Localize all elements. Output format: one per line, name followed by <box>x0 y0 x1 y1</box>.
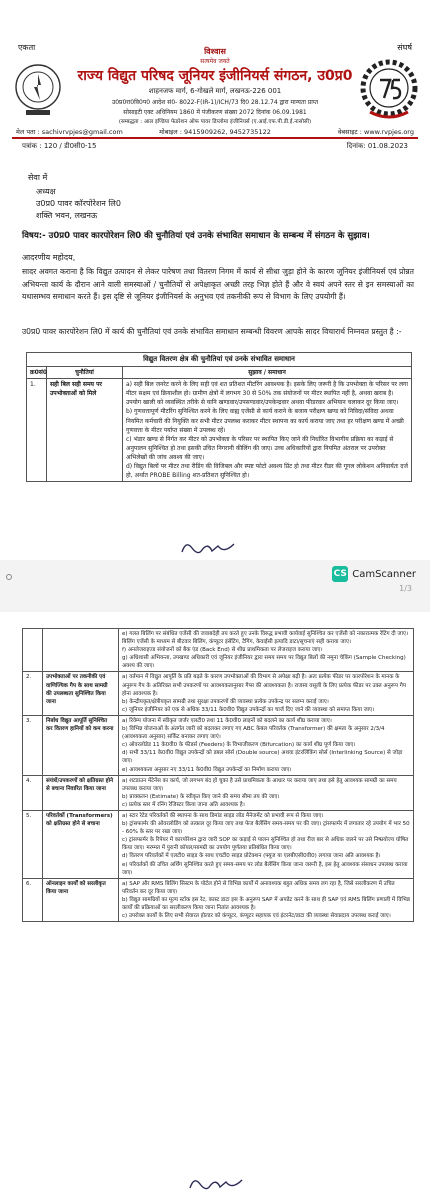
solution-point: d) वितरण परिवर्तकों में एलटी0 साइड के साथ एचटी0 साइड प्रोटेक्शन (फ्यूज या एलबीएसी0वी0) लगाया जाना अति आवश्यक है। <box>122 853 381 860</box>
solution-point: d) सभी 33/11 के0वी0 विद्युत उपकेन्द्रों को डबल सोर्स (Double source) अथवा इंटरलिंकिंग सोर्स (Interlinking Source) से जोड़ा जाए। <box>122 750 403 765</box>
solution-point: c) ओवरलोडेड 11 के0वी0 के फीडर्स (Feeders) के विभाजीकरण (Bifurcation) का कार्य शीघ्र पूर्ण किया जाए। <box>122 742 356 749</box>
page-dot-icon <box>6 574 12 580</box>
solution-point: e) परिवर्तकों की उचित अर्थिंग सुनिश्चित करते हुए समय-समय पर लोड बैलेंसिंग किया जाना जरूरी है, इस हेतु आवश्यक संसाधन उपलब्ध कराया जाए। <box>122 861 408 876</box>
camscanner-icon: CS <box>332 566 348 582</box>
recipient-line: सेवा में <box>28 173 48 182</box>
address-line-4: (सम्बद्धता : आल इण्डिया फेडरेशन ऑफ पावर डिप्लोमा इंजीनियर्स (ए.आई.एफ.पी.डी.ई.नासोसी) <box>118 119 312 125</box>
solution-point: c) ट्रांसफार्मर के रिपेयर में कारपोरेशन द्वारा जारी SOP का कड़ाई से पालन सुनिश्चित हो तथा रीज बार से अधिक जलने पर उसे निष्प्रयोज्य घोषित किया जाए। मरम्मत में पुरानी कॉयल/सामग्री का उपयोग पूर्णतया प्रतिबंधित किया जाए। <box>122 837 409 852</box>
website-address: वेबसाइट : www.rvpjes.org <box>337 128 414 136</box>
row-solutions <box>119 775 414 810</box>
address-line-1: शाहनजफ मार्ग, 6-गोखले मार्ग, लखनऊ-226 001 <box>148 87 282 95</box>
solution-point: a) SAP और RMS बिलिंग सिस्टम के पोर्टल होने से विभिन्न कार्यों में अनावश्यक बहुत अधिक समय लग रहा है, जिसे सरलीकरण में उचित परिवर्तन कर दूर किया जाए। <box>122 880 395 895</box>
solution-point: f) अनलेजराइज्ड संयोजनों को बैक एंड (Back End) से शीघ्र प्राथमिकता पर लेजराइज कराया जाए। <box>122 647 323 654</box>
column-header-solution: सुझाव / समाधान <box>123 367 412 379</box>
row-sno: 1. <box>27 379 47 482</box>
row-challenge: उपभोक्ताओं पर तकनीकी एवं वाणिज्यिक गैप के साथ सामग्री की उपलब्धता सुनिश्चित किया जाना <box>43 672 119 715</box>
anniversary-75-emblem-icon <box>360 58 418 122</box>
page-number: 1/3 <box>399 584 412 593</box>
solution-point: c) प्रत्येक स्तर में रनिंग रेजिस्टर किया जाना अति आवश्यक है। <box>122 801 245 808</box>
salutation: आदरणीय महोदय, <box>22 253 76 262</box>
body-paragraph-2: उ0प्र0 पावर कारपोरेशन लि0 में कार्य की चुनौतियां एवं उनके संभावित समाधान सम्बन्धी विवरण आपके सादर विचारार्थ निम्नवत प्रस्तुत है :- <box>22 327 402 336</box>
letter-date: दिनांक: 01.08.2023 <box>346 142 408 150</box>
signature-2 <box>186 1174 246 1194</box>
row-challenge: सही बिल सही समय पर उपभोक्ताओं को मिले <box>47 379 123 482</box>
row-solutions <box>123 379 412 482</box>
scanner-watermark <box>332 566 416 582</box>
organization-name: राज्य विद्युत परिषद जूनियर इंजीनियर्स संगठन, उ0प्र0 <box>77 68 353 84</box>
row-solutions <box>119 629 414 672</box>
column-header-challenge: चुनौतियां <box>47 367 123 379</box>
table-row <box>23 878 414 921</box>
solution-point: e) गलत बिलिंग पर संबंधित एजेंसी की जवाबदेही तय करते हुए उनके विरुद्ध प्रभावी कार्यवाई सुनिश्चित कर एजेंसी को नकारात्मक रेटिंग दी जाए। बिलिंग एजेंसी के माध्यम से बीटवार बिलिंग, कंप्यूटर इंसेंटिंग, टैगिंग, केवाईसी इत्यादि डाटा/सूचनाएं सही कराया जाए। <box>122 631 409 646</box>
solution-point: g) अधिशासी अभियन्ता, उपखण्ड अधिकारी एवं जूनियर इंजीनियर द्वारा समय समय पर विद्युत बिलों की नमूना चेकिंग (Sample Checking) अवश्य की जाए। <box>122 655 406 670</box>
header-top-left: एकता <box>18 43 36 52</box>
challenges-table <box>26 352 412 482</box>
row-solutions <box>119 715 414 775</box>
row-challenge: निर्बाध विद्युत आपूर्ति सुनिश्चित कर वितरण हानियों को कम करना <box>43 715 119 775</box>
recipient-title: अध्यक्ष <box>36 187 56 196</box>
column-header-sno: क्र0सं0 <box>27 367 47 379</box>
header-top-right: संघर्ष <box>397 43 412 52</box>
row-sno: 5. <box>23 810 43 878</box>
reference-number: पत्रांक : 120 / डी0सी0-15 <box>22 142 97 150</box>
body-paragraph-1: सादर अवगत कराना है कि विद्युत उत्पादन से लेकर पारेषण तथा वितरण निगम में कार्य से सीधा जुड़ा होने के कारण जूनियर इंजीनियर्स एवं प्रोन्नत अभियन्ता कार्य के दौरान आने वाली समस्याओं / चुनौतियों से अपेक्षाकृत अच्छी तरह भिज्ञ होते हैं और वे स्वयं अपने स्तर से इन समस्याओं का यथासम्भव समाधान करते हैं। इस दृष्टि से जूनियर इंजीनियर्स के अनुभव एवं तकनीकी रूप से विभाग के लिए उपयोगी हैं। <box>22 267 414 302</box>
header-divider <box>12 137 418 139</box>
mobile-numbers: मोबाइल : 9415909262, 9452735122 <box>159 128 271 136</box>
solution-point: c) भंडार खण्ड से निर्गत कर मीटर को उपभोक्ता के परिसर पर स्थापित किए जाने की निर्धारित विभागीय प्रक्रिया का कड़ाई से अनुपालन सुनिश्चित हो तथा इसकी उचित निगरानी कीलिंग की जाए। उच्च अधिकारियों द्वारा नियमित अंतराल पर उपरोक्त अभिलेखों की जांच अवश्य की जाए। <box>126 435 394 461</box>
solution-point: b) प्राक्कलन (Estimate) के स्वीकृत किए जाने की समय सीमा तय की जाए। <box>122 793 280 800</box>
page-separator <box>0 560 430 612</box>
row-solutions <box>119 672 414 715</box>
solution-point: a) वर्तमान में विद्युत आपूर्ति के प्रति बढ़ते के कारण उपभोक्ताओं की विभाग से अपेक्षा बढ़ी है। अतः प्रत्येक फीडर पर कारपोरेशन के मानक के अनुरूप गैप के अतिरिक्त सभी उपकरणों पर आवश्यकतानुसार गैप्स की आवश्यकता है। राजस्व वसूली के लिए प्रत्येक फीडर पर उक्त अनुरूप गैप होना आवश्यक है। <box>122 674 406 697</box>
document-page-2 <box>0 612 430 1200</box>
table-row <box>23 810 414 878</box>
solution-point: a) रिवेम्प योजना में स्वीकृत जर्जर एलटी0 तथा 11 के0वी0 लाइनों को बदलने का कार्य शीघ्र कराया जाए। <box>122 717 332 724</box>
solution-point: b) विभिन्न योजनाओं के अंतर्गत जारी को बदलकर लगाए गए ABC केबल परिवर्तक (Transformer) की क्षमता के अनुसार 2/3/4 (आवश्यकता अनुसार) सर्किट बनाकर लगाए जाएं। <box>122 726 385 741</box>
header-motto-sub: सत्यमेव जयते <box>200 58 230 65</box>
solution-point: e) आवश्यकता अनुसार नए 33/11 के0वी0 विद्युत उपकेन्द्रों का निर्माण कराया जाए। <box>122 766 292 773</box>
row-solutions <box>119 878 414 921</box>
solution-point: c) जूनियर इंजीनियर को एक से अधिक 33/11 के0वी0 विद्युत उपकेन्द्रों का चार्ज दिए जाने की व्यवस्था को समाप्त किया जाए। <box>122 706 375 713</box>
recipient-org: उ0प्र0 पावर कॉरपोरेशन लि0 <box>36 199 121 208</box>
solution-point: b) केन्द्रीयकृत/क्षेत्रीयकृत सामग्री तथा सुरक्षा उपकरणों की व्यवस्था प्रत्येक उपकेन्द्र पर सलग्न कराई जाए। <box>122 698 329 705</box>
scanner-label: CamScanner <box>352 568 416 580</box>
challenges-table-continued <box>22 628 414 922</box>
document-page-1 <box>0 0 430 560</box>
solution-point: b) विद्युत सामग्रियों का मूल्य स्टॉक इस रेट, कास्ट डाटा इस के अनुरूप SAP में अपडेट करने के साथ ही SAP एवं RMS बिलिंग प्रणाली में विभिन्न कार्यों की प्रक्रियाओं का सरलीकरण किया जाना नितांत आवश्यक है। <box>122 896 410 911</box>
solution-point: a) सही बिल जनरेट करने के लिए सही एवं शत प्रतिशत मीटरिंग आवश्यक है। इसके लिए जरूरी है कि उपभोक्ता के परिसर पर लगा मीटर सक्षम एवं क्रियाशील हो। ग्रामीण क्षेत्रों में लगभग 30 से 50% तक संयोजनों पर मीटर स्थापित नहीं है, अथवा खराब है। उपयोग खाली को व्यवस्थित तरीके से यानि खण्डवार/उपसण्डवार/उपकेन्द्रवार अथवा फीडरवार अभियान चलाकर दूर किया जाए। <box>126 381 408 407</box>
letter-subject: विषय:- उ0प्र0 पावर कारपोरेशन लि0 की चुनौतियां एवं उनके संभावित समाधान के सम्बन्ध में संगठन के सुझाव। <box>22 231 370 241</box>
row-sno: 2. <box>23 672 43 715</box>
table-row <box>23 672 414 715</box>
solution-point: a) स्टार रेटेड परिवर्तकों की स्थापना के साथ डिमांड साइड लोड मैनेजमेंट को प्रभावी रूप से किया जाए। <box>122 812 324 819</box>
recipient-address: शक्ति भवन, लखनऊ <box>36 211 98 220</box>
row-sno: 4. <box>23 775 43 810</box>
row-challenge: परिवर्तकों (Transformers) को क्षतिग्रस्त होने से बचाना <box>43 810 119 878</box>
solution-point: d) विद्युत बिलों पर मीटर तथा रीडिंग की विजिबल और स्पष्ट फोटो अवश्य प्रिंट हो तथा मीटर रीडर की गूगल लोकेशन अनिवार्यतः दर्ज हो, अर्थात PROBE Billing शत-प्रतिशत सुनिश्चित हो। <box>126 463 408 480</box>
email-address: मेल पता : sachivrvpjes@gmail.com <box>16 128 123 136</box>
table-row <box>23 629 414 672</box>
table-row <box>27 379 412 482</box>
address-line-2: उ0प्र0रा0वि0प0 आदेश सं0- 8022-F(IR-1)/ICH/73 दि0 28.12.74 द्वारा मान्यता प्राप्त <box>111 99 319 106</box>
address-line-3: सोसाइटी एक्ट अधिनियम 1860 में पंजीकरण संख्या 2072 दिनांक 06.09.1981 <box>123 109 307 116</box>
organization-emblem-icon <box>14 60 62 118</box>
row-challenge: ऑनलाइन कार्यों को सरलीकृत किया जाना <box>43 878 119 921</box>
solution-point: b) गुणवत्तापूर्ण मीटरिंग सुनिश्चित करने के लिए वाह्य एजेंसी से कार्य कराने के बजाय परीक्षण खण्ड को निविदा/संविदा अथवा नियमित कर्मचारी की नियुक्ति कर सभी मीटर उपलब्ध कराकर मीटर स्थापना का कार्य कराया जाए तथा हर परीक्षण खण्ड में अच्छी गुणवत्ता के मीटर पर्याप्त संख्या में उपलब्ध रहें। <box>126 408 404 434</box>
row-sno: 6. <box>23 878 43 921</box>
row-solutions <box>119 810 414 878</box>
solution-point: a) शटडाउन मेंटेनेंस का कार्य, जो लगभग बंद हो चुका है उसे प्राथमिकता के आधार पर कराया जाए तथा इसे हेतु आवश्यक सामग्री का समय उपलब्ध कराया जाए। <box>122 777 397 792</box>
table-row <box>23 775 414 810</box>
signature-1 <box>178 538 238 558</box>
row-sno <box>23 629 43 672</box>
solution-point: b) ट्रांसफार्मर की ओवरलोडिंग को तत्काल दूर किया जाए तथा फेज बैलेंसिंग समय-समय पर की जाए। ट्रांसफार्मर में लगातार रहे उपयोग में भार 50 - 60% के स्तर पर रखा जाए। <box>122 821 410 836</box>
header-motto: विश्वास <box>204 47 226 56</box>
row-sno: 3. <box>23 715 43 775</box>
table-row <box>23 715 414 775</box>
row-challenge: संयंत्रों/उपकरणों को क्षतिग्रस्त होने से बचाना निवारित किया जाना <box>43 775 119 810</box>
solution-point: c) उपरोक्त कार्यों के लिए सभी सेवारत होल्डर को कंप्यूटर, कंप्यूटर सहायक एवं इंटरनेट/डाटा की व्यवस्था सेवाप्रदाय उपलब्ध कराई जाए। <box>122 913 391 920</box>
row-challenge <box>43 629 119 672</box>
table-caption: विद्युत वितरण क्षेत्र की चुनौतियां एवं उनके संभावित समाधान <box>27 353 412 367</box>
